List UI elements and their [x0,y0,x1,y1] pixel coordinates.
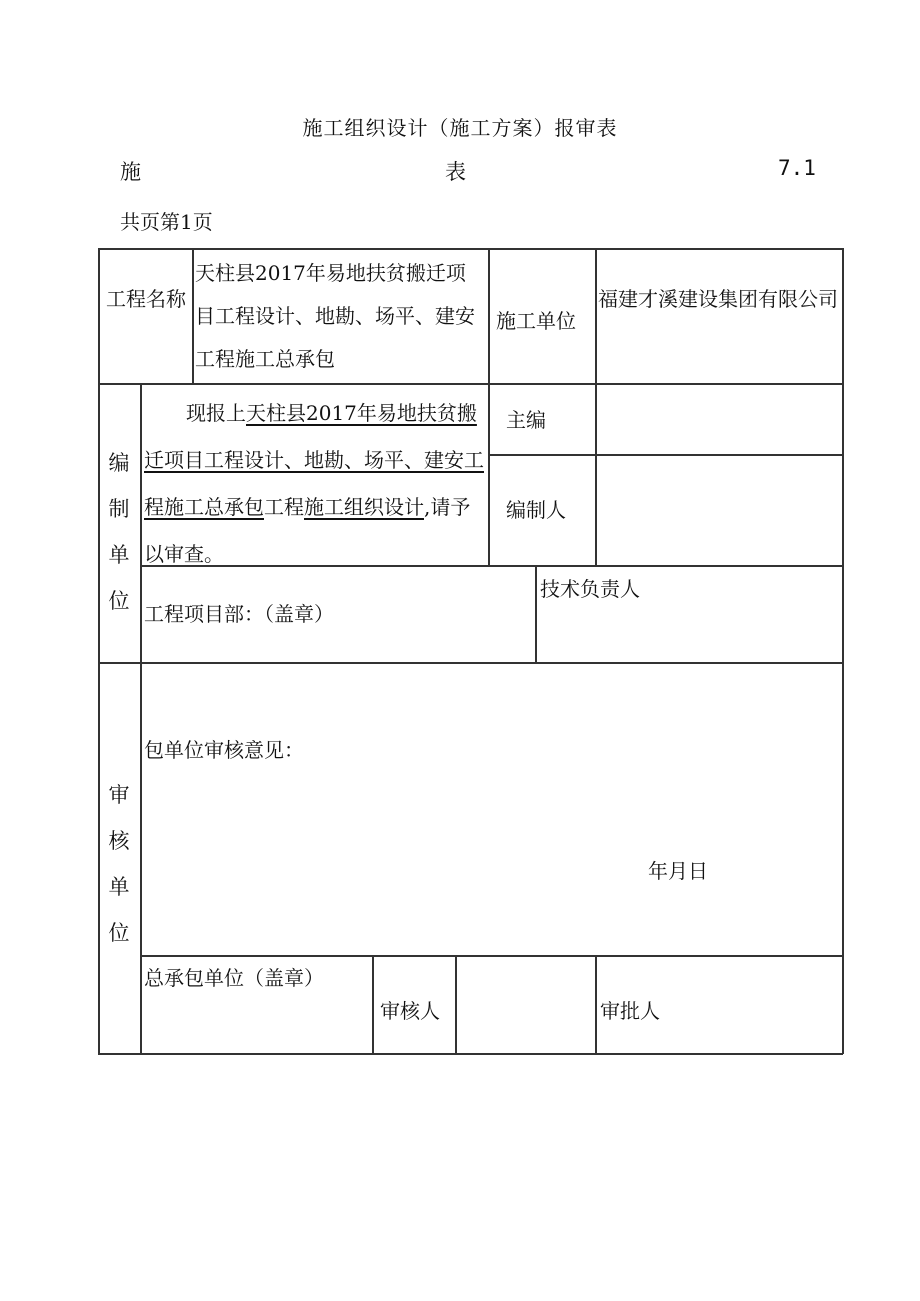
general-contractor-label: 总承包单位（盖章） [144,966,324,990]
tech-lead-label: 技术负责人 [540,577,640,601]
report-mid: 工程 [264,495,304,519]
report-prefix: 现报上 [186,401,246,425]
form-title: 施工组织设计（施工方案）报审表 [302,116,618,140]
project-name-label: 工程名称 [106,287,186,311]
prep-unit-label: 编制单位 [108,451,130,613]
review-opinion-label: 包单位审核意见： [144,738,304,762]
page-info: 共页第1页 [120,210,213,234]
reviewer-label: 审核人 [380,999,440,1023]
header-right: 7.1 [778,156,816,180]
project-dept-label: 工程项目部：（盖章） [144,602,334,626]
report-suffix: ,请予以审查。 [144,495,471,566]
review-unit-label: 审核单位 [108,783,130,945]
contractor-label: 施工单位 [496,309,576,333]
preparer-label: 编制人 [506,498,566,522]
report-project: 天柱县2017年易地扶贫搬迁项目工程设计、地勘、场平、建安工程施工总承包 [144,401,484,519]
date-label: 年月日 [648,859,708,883]
approver-label: 审批人 [600,999,660,1023]
header-left: 施 [120,160,141,184]
header-mid: 表 [445,160,466,184]
project-name-value: 天柱县2017年易地扶贫搬迁项目工程设计、地勘、场平、建安工程施工总承包 [195,261,475,371]
report-doc: 施工组织设计 [304,495,424,519]
report-statement [144,390,484,578]
contractor-value: 福建才溪建设集团有限公司 [598,287,838,311]
chief-editor-label: 主编 [506,408,546,432]
